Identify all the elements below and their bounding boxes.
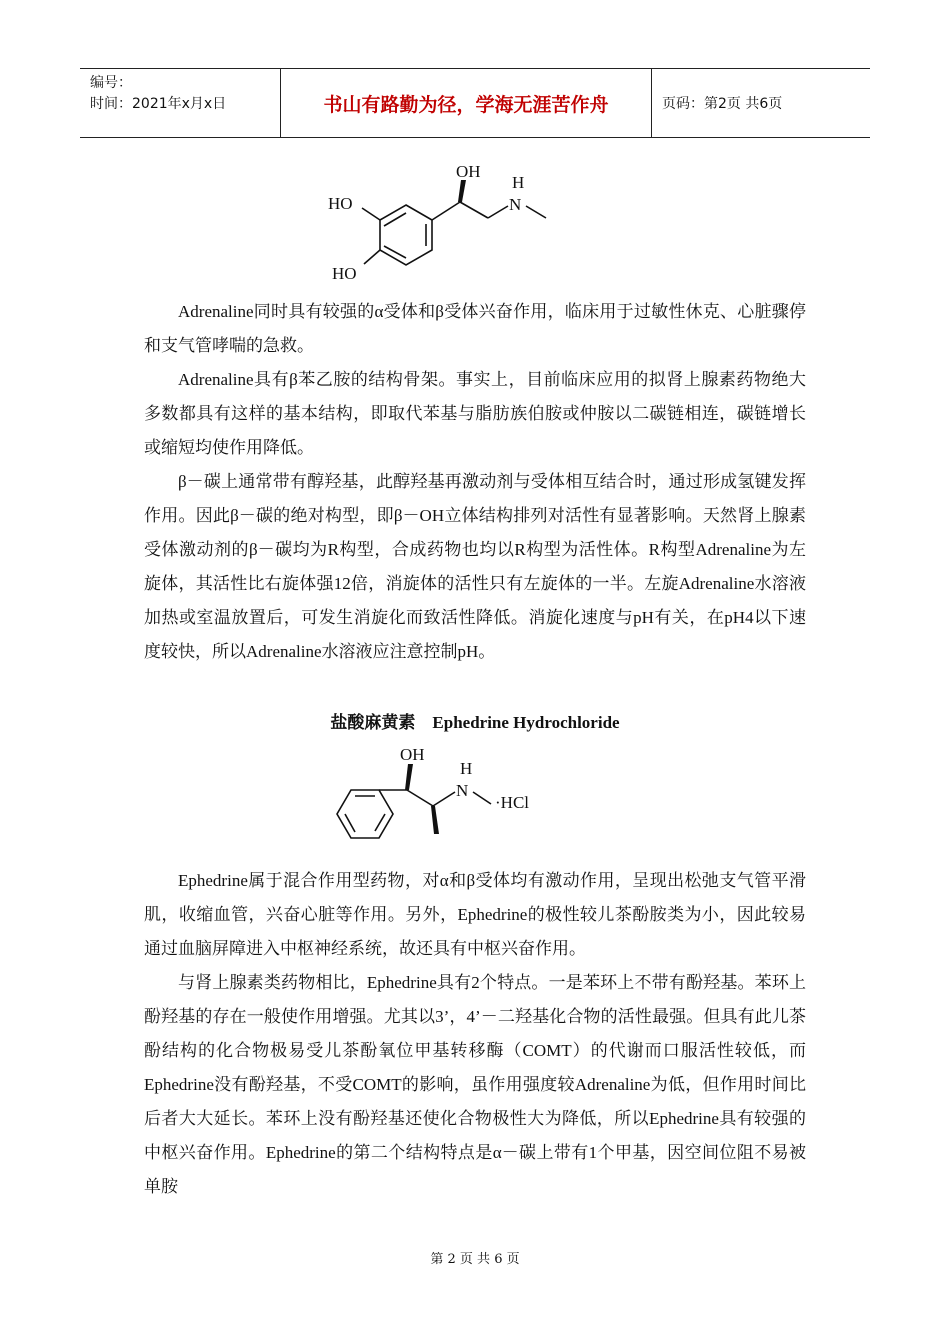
eph-hcl-label: ·HCl — [495, 793, 529, 812]
adr-ho-lower-label: HO — [332, 264, 357, 283]
code-label: 编号： — [90, 75, 132, 91]
eph-oh-label: OH — [400, 745, 425, 764]
adr-n-label: N — [509, 195, 522, 214]
text-block-ephedrine — [144, 864, 806, 1204]
header-page-info: 页码：第2页 共6页 — [662, 96, 783, 112]
adr-ho-upper-label: HO — [328, 194, 353, 213]
paragraph: Adrenaline具有β苯乙胺的结构骨架。事实上，目前临床应用的拟肾上腺素药物绝大多数都具有这样的基本结构，即取代苯基与脂肪族伯胺或仲胺以二碳链相连，碳链增长或缩短均使作用降低。 — [144, 370, 806, 457]
header-meta — [80, 69, 280, 137]
page-footer: 第 2 页 共 6 页 — [430, 1252, 520, 1267]
section-title-cn: 盐酸麻黄素 — [330, 713, 416, 733]
date-line: 时间：2021年x月x日 — [90, 96, 227, 112]
header-motto: 书山有路勤为径，学海无涯苦作舟 — [280, 69, 652, 137]
adr-oh-top-label: OH — [456, 162, 481, 181]
adr-h-label: H — [512, 173, 525, 192]
section-title-en: Ephedrine Hydrochloride — [432, 713, 620, 732]
eph-n-label: N — [456, 781, 469, 800]
paragraph: Ephedrine属于混合作用型药物，对α和β受体均有激动作用，呈现出松弛支气管平滑肌，收缩血管，兴奋心脏等作用。另外，Ephedrine的极性较儿茶酚胺类为小，因此较易通过血脑屏障进入中枢神经系统，故还具有中枢兴奋作用。 — [144, 871, 806, 958]
paragraph: Adrenaline同时具有较强的α受体和β受体兴奋作用，临床用于过敏性休克、心脏骤停和支气管哮喘的急救。 — [144, 302, 806, 355]
paragraph: 与肾上腺素类药物相比，Ephedrine具有2个特点。一是苯环上不带有酚羟基。苯环上酚羟基的存在一般使作用增强。尤其以3’，4’－二羟基化合物的活性最强。但具有此儿茶酚结构的化合物极易受儿茶酚氧位甲基转移酶（COMT）的代谢而口服活性较低，而Ephedrine没有酚羟基，不受COMT的影响，虽作用强度较Adrenaline为低，但作用时间比后者大大延长。苯环上没有酚羟基还使化合物极性大为降低，所以Ephedrine具有较强的中枢兴奋作用。Ephedrine的第二个结构特点是α－碳上带有1个甲基，因空间位阻不易被单胺 — [144, 973, 806, 1196]
text-block-adrenaline — [144, 295, 806, 669]
section-title-ephedrine — [0, 708, 950, 733]
paragraph: β－碳上通常带有醇羟基，此醇羟基再激动剂与受体相互结合时，通过形成氢键发挥作用。因此β－碳的绝对构型，即β－OH立体结构排列对活性有显著影响。天然肾上腺素受体激动剂的β－碳均为R构型，合成药物也均以R构型为活性体。R构型Adrenaline为左旋体，其活性比右旋体强12倍，消旋体的活性只有左旋体的一半。左旋Adrenaline水溶液加热或室温放置后，可发生消旋化而致活性降低。消旋化速度与pH有关，在pH4以下速度较快，所以Adrenaline水溶液应注意控制pH。 — [144, 472, 806, 661]
page-header — [80, 68, 870, 138]
eph-h-label: H — [460, 759, 473, 778]
ephedrine-structure — [315, 742, 555, 852]
adrenaline-structure — [320, 150, 560, 290]
